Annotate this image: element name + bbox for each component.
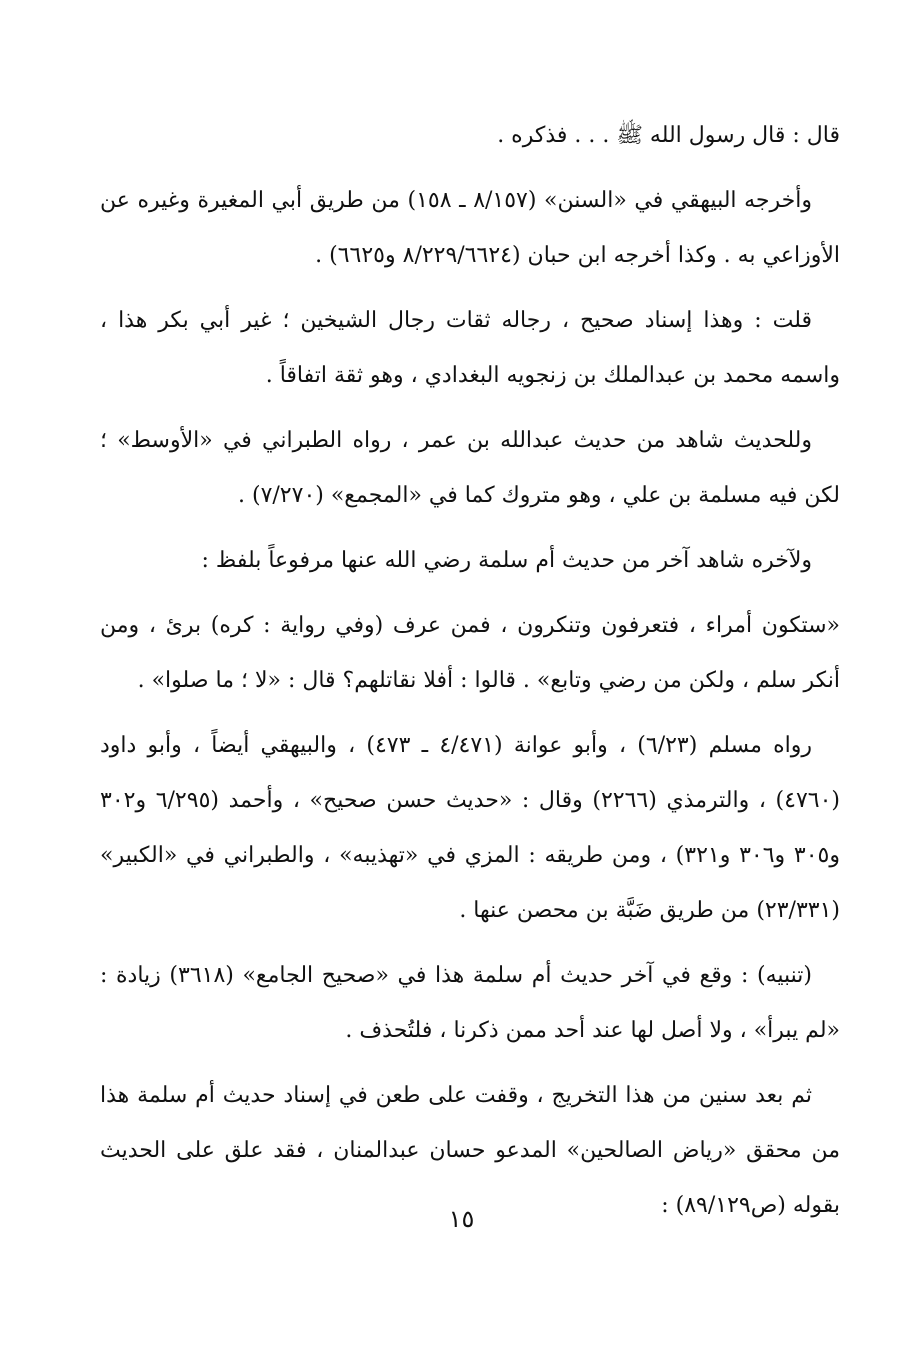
paragraph-8: (تنبيه) : وقع في آخر حديث أم سلمة هذا في «صحيح الجامع» (٣٦١٨) زيادة : «لم يبرأ» ، ولا أصل لها عند أحد ممن ذكرنا ، فلتُحذف . <box>100 963 840 1043</box>
paragraph-3: قلت : وهذا إسناد صحيح ، رجاله ثقات رجال الشيخين ؛ غير أبي بكر هذا ، واسمه محمد بن عبدالملك بن زنجويه البغدادي ، وهو ثقة اتفاقاً . <box>100 308 840 388</box>
body-text <box>100 108 840 1243</box>
paragraph-6: «ستكون أمراء ، فتعرفون وتنكرون ، فمن عرف (وفي رواية : كره) برئ ، ومن أنكر سلم ، ولكن من رضي وتابع» . قالوا : أفلا نقاتلهم؟ قال : «لا ؛ ما صلوا» . <box>100 613 840 693</box>
paragraph-5: ولآخره شاهد آخر من حديث أم سلمة رضي الله عنها مرفوعاً بلفظ : <box>201 548 812 573</box>
paragraph-9: ثم بعد سنين من هذا التخريج ، وقفت على طعن في إسناد حديث أم سلمة هذا من محقق «رياض الصالحين» المدعو حسان عبدالمنان ، فقد علق على الحديث بقوله (ص٨٩/١٢٩) : <box>100 1083 840 1218</box>
paragraph-1: قال : قال رسول الله ﷺ . . . فذكره . <box>497 123 840 148</box>
paragraph-7: رواه مسلم (٦/٢٣) ، وأبو عوانة (٤/٤٧١ ـ ٤٧٣) ، والبيهقي أيضاً ، وأبو داود (٤٧٦٠) ، والترمذي (٢٢٦٦) وقال : «حديث حسن صحيح» ، وأحمد (٦/٢٩٥ و٣٠٢ و٣٠٥ و٣٠٦ و٣٢١) ، ومن طريقه : المزي في «تهذيبه» ، والطبراني في «الكبير» (٢٣/٣٣١) من طريق ضَبَّة بن محصن عنها . <box>100 733 840 923</box>
page-number: ١٥ <box>448 1205 475 1233</box>
paragraph-4: وللحديث شاهد من حديث عبدالله بن عمر ، رواه الطبراني في «الأوسط» ؛ لكن فيه مسلمة بن علي ، وهو متروك كما في «المجمع» (٧/٢٧٠) . <box>100 428 840 508</box>
paragraph-2: وأخرجه البيهقي في «السنن» (٨/١٥٧ ـ ١٥٨) من طريق أبي المغيرة وغيره عن الأوزاعي به . وكذا أخرجه ابن حبان (٨/٢٢٩/٦٦٢٤ و٦٦٢٥) . <box>100 188 840 268</box>
